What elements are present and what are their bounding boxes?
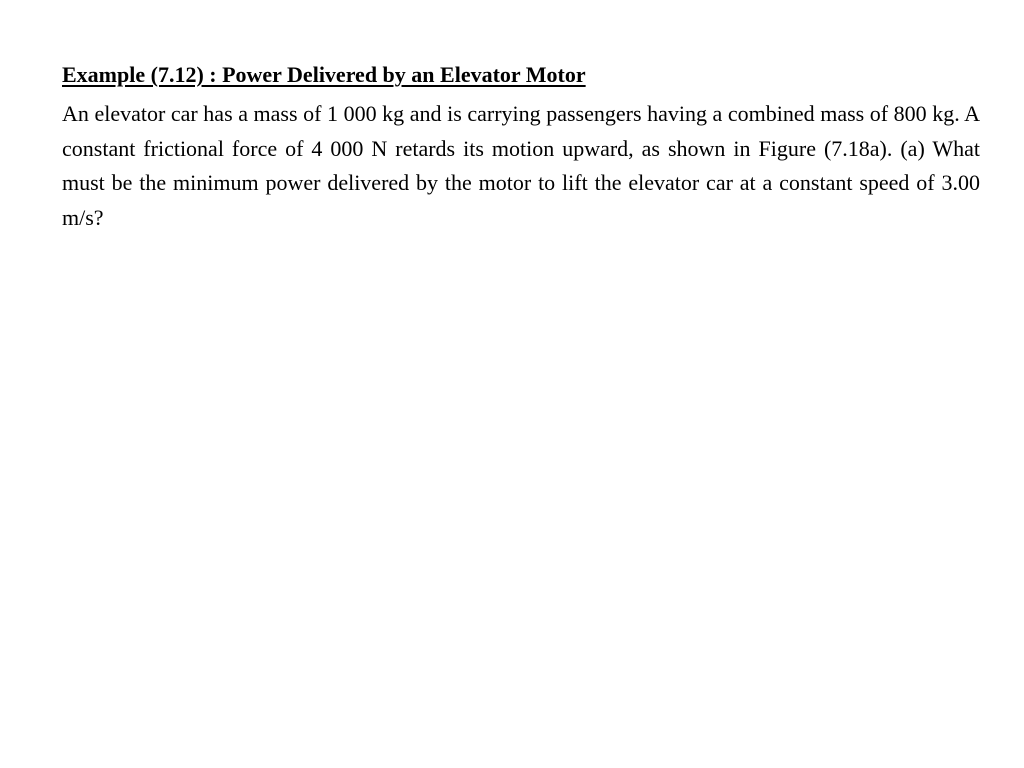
problem-statement: An elevator car has a mass of 1 000 kg and is carrying passengers having a combined mass of 800 kg. A constant frictional force of 4 000 N retards its motion upward, as shown in Figure (7.18a). (a) What must be the minimum power delivered by the motor to lift the elevator car at a constant speed of 3.00 m/s? bbox=[62, 101, 980, 230]
example-title: Example (7.12) : Power Delivered by an Elevator Motor bbox=[62, 62, 586, 87]
content-block bbox=[62, 59, 980, 235]
